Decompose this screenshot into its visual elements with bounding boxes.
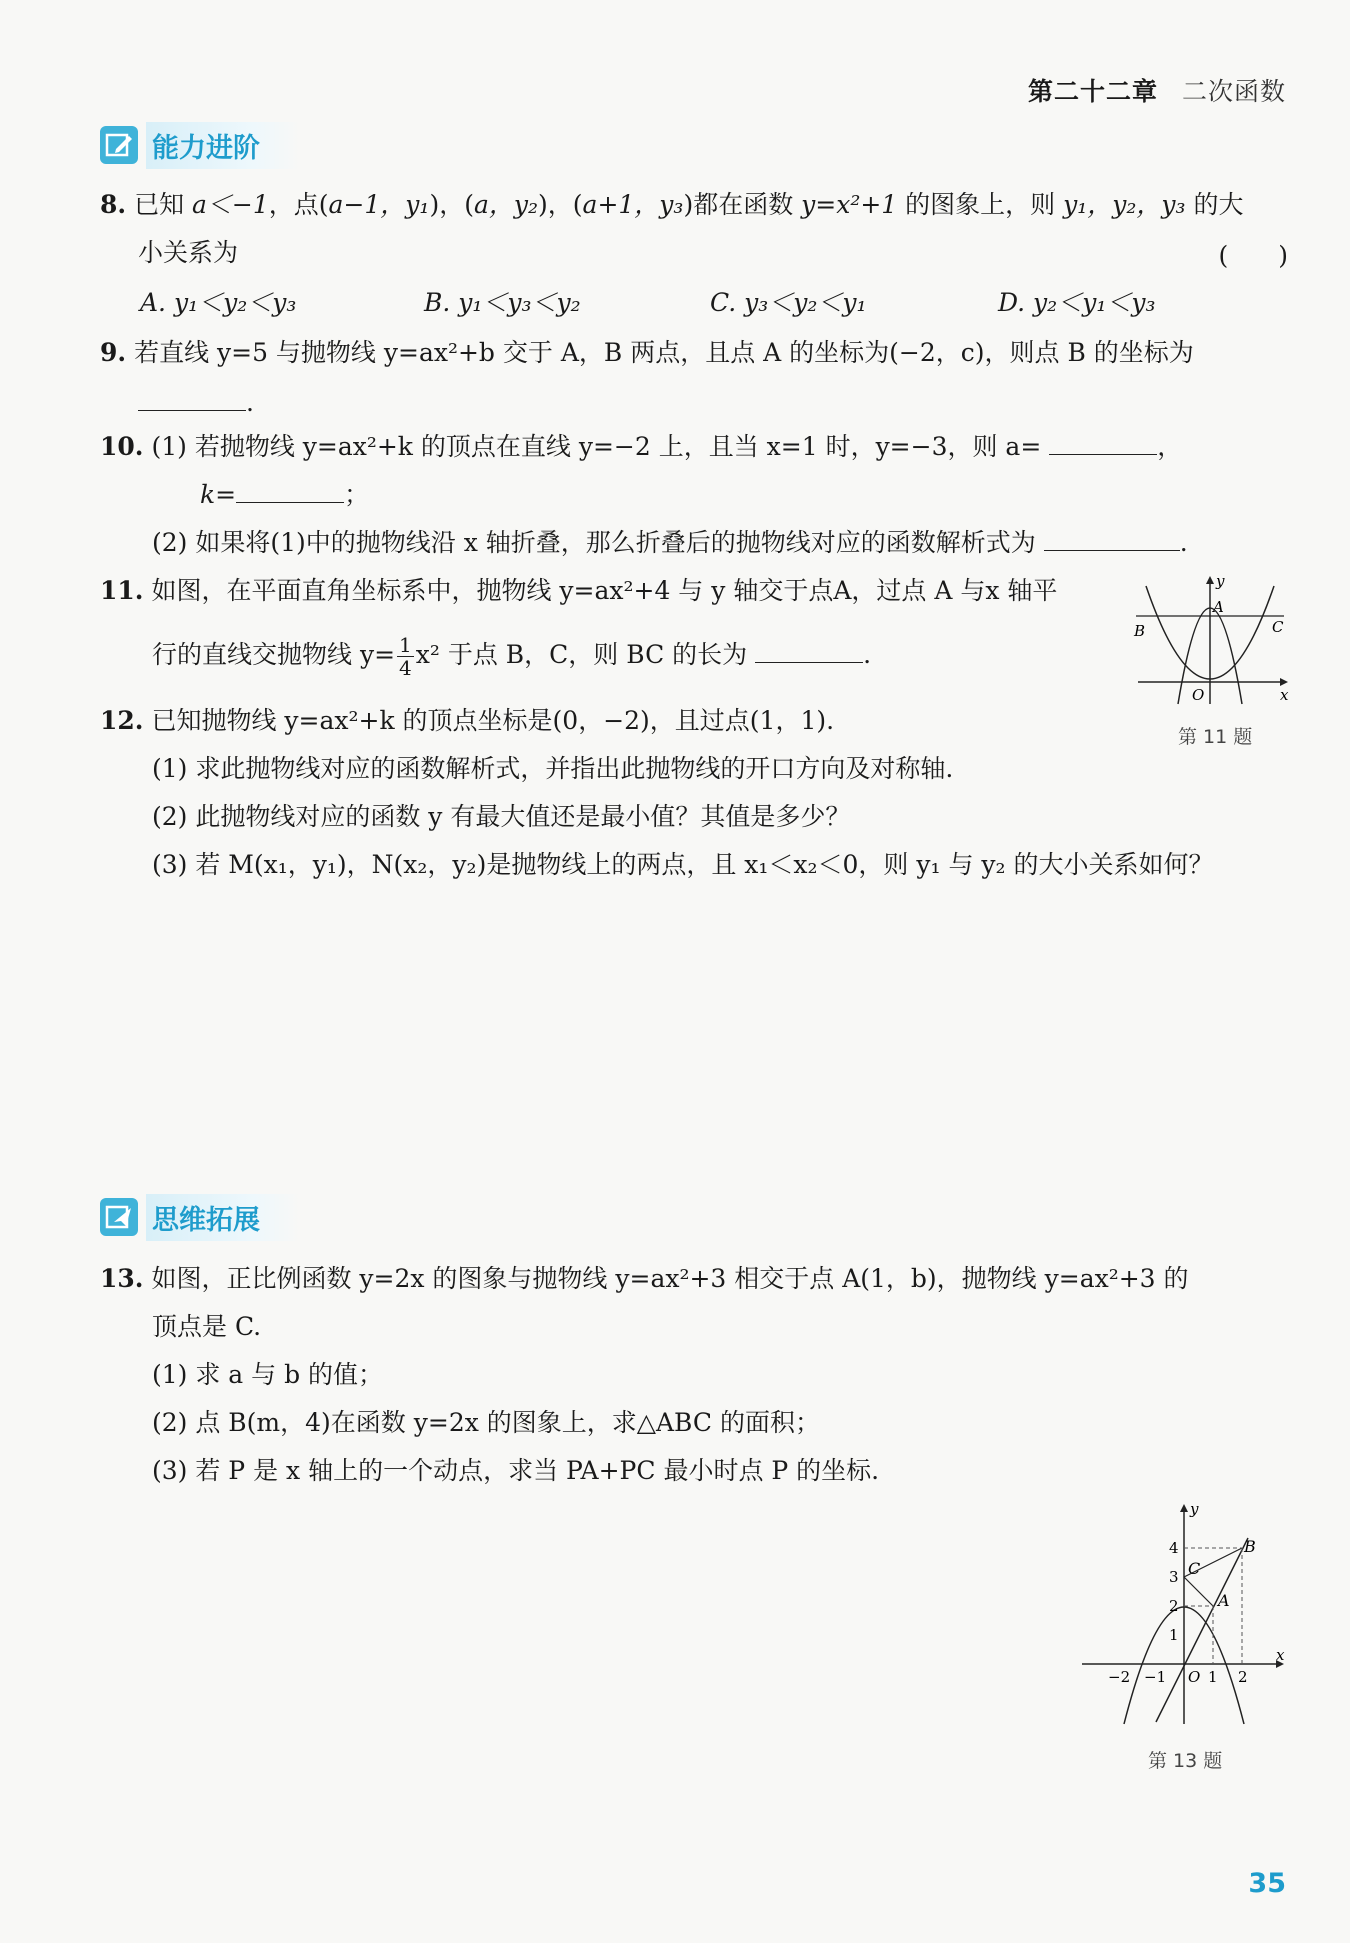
- tick-x-neg2: −2: [1108, 1668, 1131, 1686]
- tick-x-neg1: −1: [1144, 1668, 1167, 1686]
- q10-line1: [100, 430, 1182, 464]
- section-title: 思维拓展: [146, 1194, 300, 1241]
- fraction-one-quarter: [397, 634, 414, 679]
- question-number: 11.: [100, 576, 144, 605]
- text: .: [1179, 528, 1188, 557]
- figure-11-caption: 第 11 题: [1178, 726, 1253, 748]
- paper-plane-icon: [100, 1198, 138, 1236]
- q11-line1: [100, 574, 1057, 608]
- q13-line1: [100, 1262, 1189, 1296]
- q12-sub2: (2) 此抛物线对应的函数 y 有最大值还是最小值？其值是多少？: [152, 802, 851, 831]
- text: ，: [1157, 432, 1183, 461]
- q10-line3: [152, 526, 1188, 560]
- x-arrow: [1280, 678, 1288, 686]
- q13-sub2: (2) 点 B(m，4)在函数 y=2x 的图象上，求△ABC 的面积；: [152, 1408, 820, 1437]
- text: x² 于点 B，C，则 BC 的长为: [415, 640, 748, 669]
- math: a＜−1: [192, 190, 269, 219]
- figure-13-caption: 第 13 题: [1148, 1750, 1223, 1772]
- math: y₁，y₂，y₃: [1063, 190, 1186, 219]
- text: k=: [200, 480, 237, 509]
- text: 已知: [134, 190, 193, 219]
- answer-blank[interactable]: [1049, 432, 1157, 455]
- text: 如图，在平面直角坐标系中，抛物线 y=ax²+4 与 y 轴交于点A，过点 A 与x 轴平: [151, 576, 1058, 605]
- question-number: 13.: [100, 1264, 144, 1293]
- q8-option-a[interactable]: A. y₁＜y₂＜y₃: [140, 288, 297, 317]
- math: a，y₂: [473, 190, 539, 219]
- chapter-number: 第二十二章: [1027, 77, 1158, 106]
- tick-y-3: 3: [1169, 1568, 1179, 1586]
- section-title: 能力进阶: [146, 122, 300, 169]
- y-arrow: [1180, 1504, 1188, 1512]
- tick-y-1: 1: [1169, 1626, 1179, 1644]
- tick-x-1: 1: [1208, 1668, 1218, 1686]
- q8-option-c[interactable]: C. y₃＜y₂＜y₁: [710, 288, 867, 317]
- label-a: A: [1218, 1591, 1230, 1610]
- answer-parentheses[interactable]: ( ): [1218, 241, 1288, 270]
- text: )，(: [538, 190, 583, 219]
- figure-11-parabolas: [1128, 572, 1294, 706]
- chapter-header: [1028, 72, 1286, 108]
- question-number: 10.: [100, 432, 144, 461]
- figure-13-graph: [1076, 1498, 1294, 1734]
- text: ；: [344, 480, 370, 509]
- denominator: 4: [399, 656, 412, 680]
- label-b: B: [1244, 1537, 1256, 1556]
- q10-line2: [200, 478, 369, 512]
- text: ，点(: [268, 190, 329, 219]
- tick-y-2: 2: [1169, 1597, 1179, 1615]
- text: 若直线 y=5 与抛物线 y=ax²+b 交于 A，B 两点，且点 A 的坐标为(−2，c)，则点 B 的坐标为: [134, 338, 1194, 367]
- q9-line1: [100, 336, 1194, 370]
- label-x: x: [1280, 686, 1289, 704]
- label-x: x: [1276, 1646, 1285, 1664]
- numerator: 1: [399, 633, 412, 657]
- q13-sub1: (1) 求 a 与 b 的值；: [152, 1360, 384, 1389]
- label-c: C: [1188, 1559, 1201, 1578]
- math: y=x²+1: [801, 190, 898, 219]
- chapter-topic: 二次函数: [1181, 77, 1286, 106]
- label-origin: O: [1192, 686, 1205, 704]
- answer-blank[interactable]: [138, 388, 246, 411]
- text: 如图，正比例函数 y=2x 的图象与抛物线 y=ax²+3 相交于点 A(1，b)，抛物线 y=ax²+3 的: [151, 1264, 1189, 1293]
- text: 的大: [1185, 190, 1244, 219]
- q13-sub3: (3) 若 P 是 x 轴上的一个动点，求当 PA+PC 最小时点 P 的坐标.: [152, 1456, 880, 1485]
- question-number: 8.: [100, 190, 127, 219]
- q11-line2: [152, 634, 871, 679]
- q13-line2: 顶点是 C.: [152, 1312, 262, 1341]
- question-number: 9.: [100, 338, 127, 367]
- answer-blank[interactable]: [755, 640, 863, 663]
- y-arrow: [1206, 576, 1214, 584]
- segment-ca: [1184, 1577, 1213, 1606]
- section-header-thinking: [100, 1196, 300, 1238]
- tick-x-2: 2: [1238, 1668, 1248, 1686]
- q8-option-b[interactable]: B. y₁＜y₃＜y₂: [424, 288, 581, 317]
- label-origin: O: [1188, 1668, 1201, 1686]
- answer-blank[interactable]: [1044, 528, 1180, 551]
- math: a+1，y₃: [582, 190, 684, 219]
- text: )，(: [429, 190, 474, 219]
- text: )都在函数: [683, 190, 802, 219]
- text: .: [863, 640, 872, 669]
- text: 行的直线交抛物线 y=: [152, 640, 396, 669]
- text: (1) 若抛物线 y=ax²+k 的顶点在直线 y=−2 上，且当 x=1 时，y=−3，则 a=: [151, 432, 1042, 461]
- q12-sub1: (1) 求此抛物线对应的函数解析式，并指出此抛物线的开口方向及对称轴.: [152, 754, 954, 783]
- q12-sub3: (3) 若 M(x₁，y₁)，N(x₂，y₂)是抛物线上的两点，且 x₁＜x₂＜0，则 y₁ 与 y₂ 的大小关系如何？: [152, 850, 1214, 879]
- label-y: y: [1190, 1500, 1199, 1518]
- q8-line2: 小关系为: [138, 238, 239, 267]
- q9-line2: [138, 386, 254, 420]
- label-b: B: [1134, 622, 1146, 640]
- question-number: 12.: [100, 706, 144, 735]
- label-a: A: [1213, 598, 1224, 616]
- answer-blank[interactable]: [236, 480, 344, 503]
- page-number: 35: [1248, 1868, 1286, 1899]
- tick-y-4: 4: [1169, 1539, 1179, 1557]
- text: 的图象上，则: [897, 190, 1064, 219]
- text: 已知抛物线 y=ax²+k 的顶点坐标是(0，−2)，且过点(1，1).: [151, 706, 835, 735]
- pencil-note-icon: [100, 126, 138, 164]
- section-header-ability: [100, 124, 300, 166]
- label-c: C: [1272, 618, 1284, 636]
- text: .: [246, 388, 254, 417]
- q8-option-d[interactable]: D. y₂＜y₁＜y₃: [998, 288, 1156, 317]
- q8-line1: [100, 188, 1244, 222]
- q12-line1: [100, 704, 834, 738]
- math: a−1，y₁: [328, 190, 430, 219]
- text: (2) 如果将(1)中的抛物线沿 x 轴折叠，那么折叠后的抛物线对应的函数解析式为: [152, 528, 1036, 557]
- label-y: y: [1216, 572, 1225, 590]
